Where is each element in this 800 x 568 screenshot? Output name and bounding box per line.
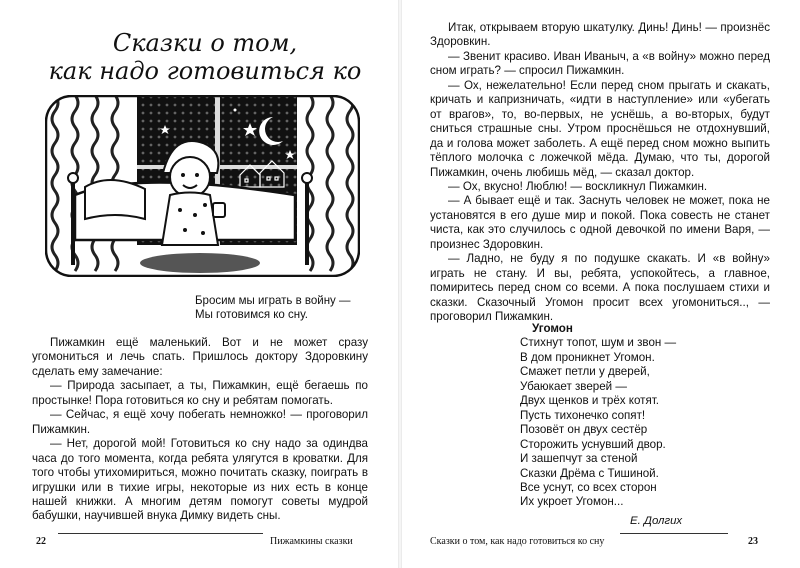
running-head-right: Сказки о том, как надо готовиться ко сну (430, 536, 605, 547)
poem-line: И зашепчут за стеной (520, 452, 638, 466)
poem-line: В дом проникнет Угомон. (520, 350, 655, 364)
poem-line: Убаюкает зверей — (520, 379, 627, 393)
paragraph: — Природа засыпает, а ты, Пижамкин, ещё бегаешь по простынке! Пора готовиться ко сну и ребятам помогать. (32, 379, 368, 407)
paragraph: Итак, открываем вторую шкатулку. Динь! Динь! — произнёс Здоровкин. (430, 21, 770, 49)
poem-line: Их укроет Угомон... (520, 495, 624, 509)
paragraph: Пижамкин ещё маленький. Вот и не может сразу угомониться и лечь спать. Пришлось доктору Здоровкину сделать ему замечание: (32, 336, 368, 378)
paragraph: — Ох, вкусно! Люблю! — воскликнул Пижамкин. (448, 179, 708, 193)
bedtime-illustration (45, 95, 360, 277)
right-body-text (430, 21, 770, 325)
paragraph: — Ладно, не буду я по подушке скакать. И «в войну» играть не стану. И вы, ребята, успокойтесь, а главное, помиритесь перед сном со всеми. А пока послушаем стихи и сказки. Сказочный Угомон просит всех угомониться.., — проговорил Пижамкин. (430, 252, 770, 324)
paragraph: — Ох, нежелательно! Если перед сном прыгать и скакать, кричать и капризничать, «идти в наступление» или «убегать от врагов», то, во-первых, не уснёшь, а во-вторых, будут сниться страшные сны. Утром проснёшься не отдохнувший, да и голова может заболеть. А ещё перед сном можно выпить тёплого молочка с ложечкой мёда. Думаю, что ты, дорогой Пижамкин, очень любишь мёд, — сказал доктор. (430, 78, 770, 179)
poem-line: Двух щенков и трёх котят. (520, 394, 660, 408)
title-line-1: Сказки о том, (112, 29, 298, 57)
caption-verse (195, 294, 351, 322)
poem-line: Сторожить уснувший двор. (520, 437, 666, 451)
poem-author: Е. Долгих (630, 515, 683, 527)
footer-rule (620, 533, 728, 534)
poem-line: Все уснут, со всех сторон (520, 480, 657, 494)
paragraph: — Сейчас, я ещё хочу побегать немножко! — проговорил Пижамкин. (32, 408, 368, 436)
paragraph: — Нет, дорогой мой! Готовиться ко сну надо за одиндва часа до того момента, когда ребята улягутся в кроватки. Для того чтобы утихомириться, можно почитать сказку, поиграть в игрушки или в тихие игры, некоторые из них есть в конце нашей книжки. А многим детям помогут советы мудрой бабушки, научившей внука Димку видеть сны. (32, 437, 368, 523)
page-number-left: 22 (36, 536, 46, 547)
poem-line: Смажет петли у дверей, (520, 365, 650, 379)
poem-line: Стихнут топот, шум и звон — (520, 336, 677, 350)
paragraph: — Звенит красиво. Иван Иваныч, а «в войну» можно перед сном играть? — спросил Пижамкин. (430, 49, 770, 78)
caption-line: Бросим мы играть в войну — (195, 295, 351, 307)
left-body-text (32, 336, 368, 524)
poem-title: Угомон (532, 322, 573, 335)
caption-line: Мы готовимся ко сну. (195, 309, 308, 321)
title-line-2: как надо готовиться ко (48, 57, 362, 85)
right-page (400, 0, 800, 568)
running-head-left: Пижамкины сказки (270, 536, 353, 547)
poem-line: Сказки Дрёма с Тишиной. (520, 466, 659, 480)
paragraph: — А бывает ещё и так. Заснуть человек не может, пока не установятся в его душе мир и покой. Пока совесть не станет чиста, как это случилось с одной девочкой по имени Варя, — произнес Здоровкин. (430, 194, 770, 251)
page-number-right: 23 (748, 536, 758, 547)
poem-line: Позовёт он двух сестёр (520, 423, 648, 437)
footer-rule (58, 533, 263, 534)
poem-line: Пусть тихонечко сопят! (520, 408, 646, 422)
poem (520, 322, 676, 510)
